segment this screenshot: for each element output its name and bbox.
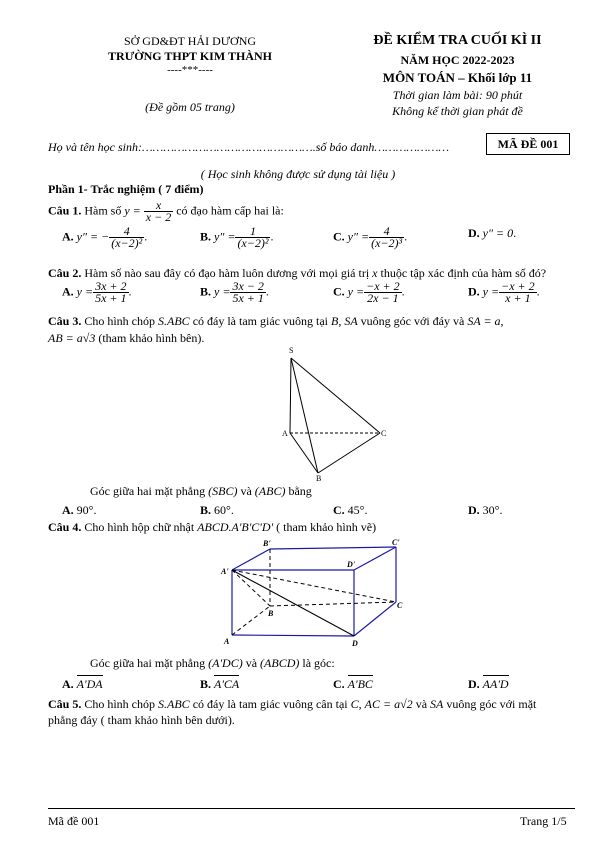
fraction: $\frac{x}{x - 2}$ bbox=[145, 198, 172, 224]
question-4-stem: Câu 4. Cho hình hộp chữ nhật ABCD.A'B'C'D' ( tham khảo hình vẽ) bbox=[48, 520, 377, 534]
answer-option-b[interactable]: B. y = $\frac{3x - 2}{5x + 1}$ . bbox=[200, 279, 269, 305]
answer-option-b[interactable]: B. 60°. bbox=[200, 503, 234, 517]
label-d: D bbox=[352, 639, 358, 648]
exam-time: Thời gian làm bài: 90 phút bbox=[392, 88, 523, 102]
answer-option-d[interactable]: D. AA'D bbox=[468, 677, 509, 691]
question-label: Câu 1. bbox=[48, 203, 82, 218]
answer-option-d[interactable]: D. 30°. bbox=[468, 503, 503, 517]
question-3-stem: Câu 3. Cho hình chóp S.ABC có đáy là tam giác vuông tại B, SA vuông góc với đáy và SA = a, bbox=[48, 314, 504, 328]
question-5-line2: phẳng đáy ( tham khảo hình bên dưới). bbox=[48, 713, 235, 727]
answer-option-b[interactable]: B. A'CA bbox=[200, 677, 240, 691]
decorative-stars: ----***---- bbox=[167, 64, 213, 76]
footer-code: Mã đề 001 bbox=[48, 814, 100, 828]
no-materials-note: ( Học sinh không được sử dụng tài liệu ) bbox=[200, 167, 396, 181]
pyramid-figure bbox=[270, 340, 410, 485]
answer-option-a[interactable]: A. 90°. bbox=[62, 503, 97, 517]
footer-divider bbox=[48, 808, 575, 809]
school-name: TRƯỜNG THPT KIM THÀNH bbox=[108, 49, 272, 63]
answer-option-d[interactable]: D. y = $\frac{-x + 2}{x + 1}$ . bbox=[468, 279, 540, 305]
label-c: C bbox=[381, 429, 387, 438]
answer-option-c[interactable]: C. y″ = $\frac{4}{\text{(x−2)³}}$ . bbox=[333, 224, 408, 250]
school-year: NĂM HỌC 2022-2023 bbox=[400, 53, 515, 67]
pages-note: (Đề gồm 05 trang) bbox=[145, 100, 235, 114]
question-4-prompt: Góc giữa hai mặt phẳng (A'DC) và (ABCD) là góc: bbox=[90, 656, 335, 670]
answer-option-c[interactable]: C. A'BC bbox=[333, 677, 373, 691]
question-5-stem: Câu 5. Cho hình chóp S.ABC có đáy là tam giác vuông cân tại C, AC = a√2 và SA vuông góc với mặt bbox=[48, 697, 537, 711]
student-info-line bbox=[48, 140, 449, 155]
label-c-prime: C' bbox=[392, 538, 400, 547]
subject-line: MÔN TOÁN – Khối lớp 11 bbox=[382, 70, 533, 85]
answer-option-a[interactable]: A. y″ = − $\frac{4}{\text{(x−2)²}}$ . bbox=[62, 224, 148, 250]
question-3-prompt: Góc giữa hai mặt phẳng (SBC) và (ABC) bằng bbox=[90, 484, 312, 498]
label-a: A bbox=[224, 637, 230, 646]
answer-option-c[interactable]: C. 45°. bbox=[333, 503, 368, 517]
answer-option-c[interactable]: C. y = $\frac{-x + 2}{2x - 1}$ . bbox=[333, 279, 405, 305]
footer-page: Trang 1/5 bbox=[520, 814, 567, 828]
box-figure bbox=[218, 536, 408, 648]
exam-code-box: MÃ ĐỀ 001 bbox=[486, 133, 570, 155]
label-b: B bbox=[316, 474, 322, 483]
label-c: C bbox=[397, 601, 403, 610]
answer-option-a[interactable]: A. A'DA bbox=[62, 677, 103, 691]
label-b-prime: B' bbox=[263, 539, 271, 548]
exam-title: ĐỀ KIỂM TRA CUỐI KÌ II bbox=[373, 33, 542, 48]
label-s: S bbox=[289, 346, 294, 355]
label-a-prime: A' bbox=[221, 567, 229, 576]
answer-option-b[interactable]: B. y″ = $\frac{1}{\text{(x−2)²}}$ . bbox=[200, 224, 274, 250]
question-2-stem: Câu 2. Hàm số nào sau đây có đạo hàm luôn dương với mọi giá trị x thuộc tập xác định của hàm số đó? bbox=[48, 266, 547, 280]
student-name-label: Họ và tên học sinh: bbox=[48, 140, 142, 154]
part1-title: Phần 1- Trắc nghiệm ( 7 điểm) bbox=[48, 182, 204, 196]
answer-option-d[interactable]: D. y″ = 0. bbox=[468, 226, 517, 240]
question-1-stem: Câu 1. Hàm số y = $\frac{x}{x - 2}$ có đạo hàm cấp hai là: bbox=[48, 198, 284, 224]
student-name-dots[interactable]: …………………………………………. bbox=[141, 140, 316, 154]
sbd-label: số báo danh bbox=[315, 140, 375, 154]
answer-option-a[interactable]: A. y = $\frac{3x + 2}{5x + 1}$ . bbox=[62, 279, 132, 305]
label-b: B bbox=[268, 609, 274, 618]
label-a: A bbox=[282, 429, 288, 438]
sbd-dots[interactable]: ………………… bbox=[374, 140, 450, 154]
department-name: SỞ GD&ĐT HẢI DƯƠNG bbox=[123, 34, 257, 48]
exam-time-note: Không kể thời gian phát đề bbox=[392, 104, 523, 118]
question-3-line2: AB = a√3 (tham khảo hình bên). bbox=[48, 331, 205, 345]
label-d-prime: D' bbox=[347, 560, 355, 569]
